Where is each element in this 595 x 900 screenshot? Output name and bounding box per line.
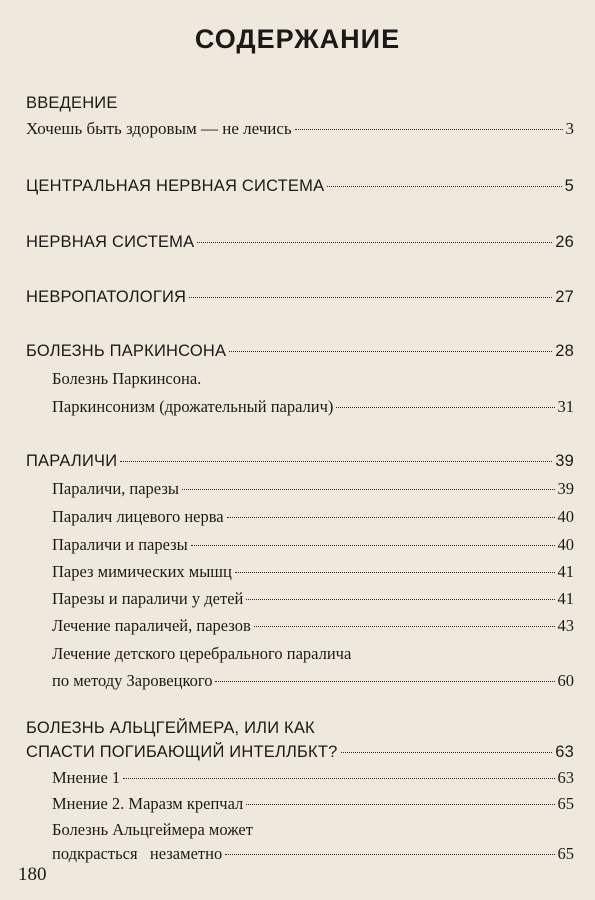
toc-entry-paralysis[interactable] (26, 450, 574, 472)
toc-entry-title: Мнение 2. Маразм крепчал (52, 794, 244, 813)
dot-leader (123, 778, 554, 779)
toc-entry-title: по методу Заровецкого (52, 671, 213, 690)
toc-page-number: 26 (555, 233, 574, 251)
toc-page-number: 40 (557, 507, 574, 526)
dot-leader (215, 681, 554, 682)
dot-leader (120, 461, 552, 462)
dot-leader (327, 186, 561, 187)
toc-entry-title: Паралич лицевого нерва (52, 507, 224, 526)
toc-entry-title: БОЛЕЗНЬ ПАРКИНСОНА (26, 342, 227, 360)
toc-heading-intro: ВВЕДЕНИЕ (26, 94, 118, 112)
dot-leader (182, 489, 555, 490)
toc-entry-title: Мнение 1 (52, 768, 121, 787)
toc-page-number: 41 (557, 562, 574, 581)
toc-subentry[interactable] (52, 793, 574, 815)
toc-entry-title: Параличи и парезы (52, 535, 188, 554)
toc-page-number: 60 (557, 671, 574, 690)
toc-page-number: 65 (557, 844, 574, 863)
dot-leader (336, 407, 554, 408)
toc-entry-title: НЕРВНАЯ СИСТЕМА (26, 233, 195, 251)
dot-leader (227, 517, 555, 518)
dot-leader (246, 804, 554, 805)
toc-entry-neuro[interactable] (26, 286, 574, 308)
toc-subentry-parkinsonism[interactable] (52, 396, 574, 418)
toc-heading-alz: БОЛЕЗНЬ АЛЬЦГЕЙМЕРА, ИЛИ КАК (26, 719, 315, 737)
toc-page-number: 39 (555, 452, 574, 470)
toc-subentry[interactable] (52, 506, 574, 528)
page-title: СОДЕРЖАНИЕ (194, 24, 401, 54)
toc-subentry-cp[interactable] (52, 670, 574, 692)
toc-subentry[interactable] (52, 615, 574, 637)
toc-entry-title: Парезы и параличи у детей (52, 589, 244, 608)
toc-entry-title: Лечение параличей, парезов (52, 616, 251, 635)
toc-page-number: 28 (555, 342, 574, 360)
toc-entry-parkinson[interactable] (26, 340, 574, 362)
toc-page-number: 63 (557, 768, 574, 787)
toc-page-number: 43 (557, 616, 574, 635)
dot-leader (295, 129, 563, 130)
toc-subentry[interactable] (52, 767, 574, 789)
dot-leader (225, 854, 554, 855)
toc-subentry[interactable] (52, 478, 574, 500)
toc-entry-title: Паркинсонизм (дрожательный паралич) (52, 397, 334, 416)
toc-entry-alz[interactable] (26, 741, 574, 763)
toc-entry-title: Хочешь быть здоровым — не лечись (26, 119, 292, 138)
page-number-folio: 180 (18, 864, 47, 885)
toc-page-number: 63 (555, 743, 574, 761)
toc-subentry-line: Болезнь Паркинсона. (52, 369, 202, 388)
dot-leader (254, 626, 555, 627)
toc-entry-ns[interactable] (26, 231, 574, 253)
dot-leader (341, 752, 553, 753)
dot-leader (229, 351, 552, 352)
dot-leader (235, 572, 555, 573)
toc-page-number: 31 (557, 397, 574, 416)
toc-entry-title: ЦЕНТРАЛЬНАЯ НЕРВНАЯ СИСТЕМА (26, 177, 325, 195)
dot-leader (189, 297, 552, 298)
toc-entry-title: ПАРАЛИЧИ (26, 452, 118, 470)
toc-subentry-alz-unnoticed[interactable] (52, 843, 574, 865)
toc-subentry-line: Лечение детского церебрального паралича (52, 644, 352, 663)
toc-page-number: 40 (557, 535, 574, 554)
toc-entry-intro[interactable] (26, 118, 574, 140)
toc-page-number: 5 (564, 177, 574, 195)
toc-subentry-line: Болезнь Альцгеймера может (52, 820, 253, 839)
toc-page-number: 3 (565, 119, 574, 138)
toc-page-number: 27 (555, 288, 574, 306)
toc-subentry[interactable] (52, 534, 574, 556)
toc-page-number: 41 (557, 589, 574, 608)
toc-entry-cns[interactable] (26, 175, 574, 197)
dot-leader (191, 545, 555, 546)
toc-entry-title: НЕВРОПАТОЛОГИЯ (26, 288, 187, 306)
dot-leader (246, 599, 554, 600)
toc-subentry[interactable] (52, 588, 574, 610)
toc-entry-title: СПАСТИ ПОГИБАЮЩИЙ ИНТЕЛЛБКТ? (26, 743, 338, 761)
toc-page-number: 65 (557, 794, 574, 813)
toc-entry-title: подкрасться незаметно (52, 844, 223, 863)
toc-entry-title: Парез мимических мышц (52, 562, 232, 581)
dot-leader (197, 242, 552, 243)
toc-subentry[interactable] (52, 561, 574, 583)
toc-entry-title: Параличи, парезы (52, 479, 179, 498)
toc-page-number: 39 (557, 479, 574, 498)
